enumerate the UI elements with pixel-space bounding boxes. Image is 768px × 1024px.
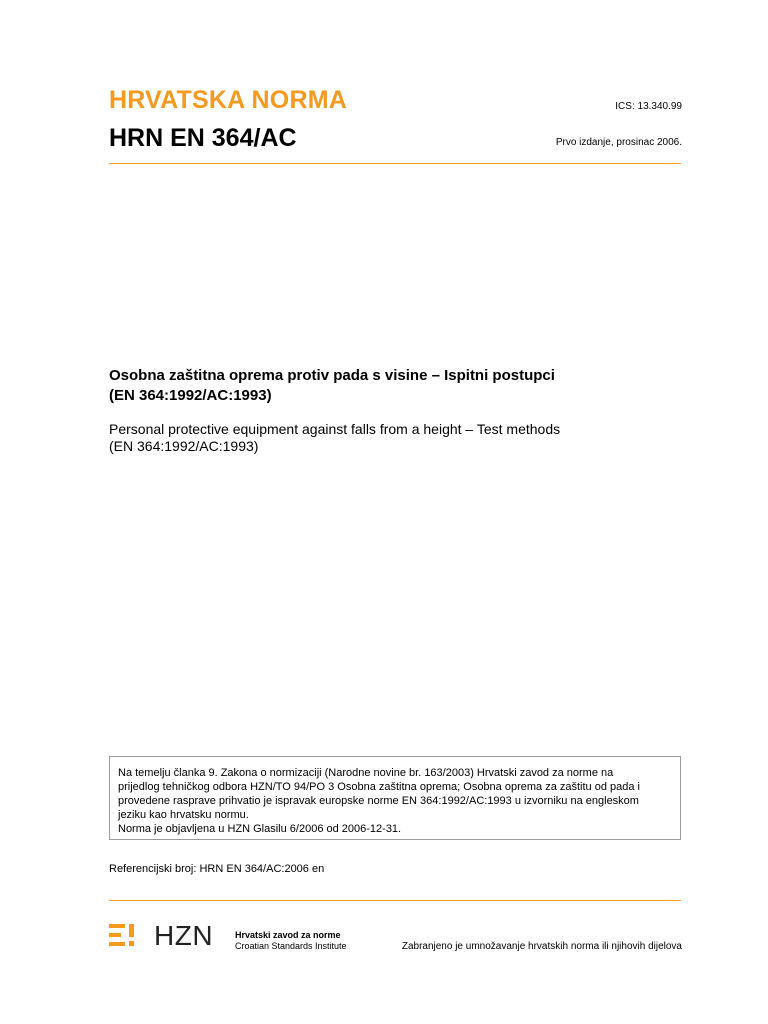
top-divider — [109, 163, 681, 164]
title-croatian-line1: Osobna zaštitna oprema protiv pada s visine – Ispitni postupci — [109, 367, 555, 384]
notice-line: Na temelju članka 9. Zakona o normizaciji (Narodne novine br. 163/2003) Hrvatski zavod za norme na — [118, 767, 614, 779]
ics-code: ICS: 13.340.99 — [615, 101, 682, 112]
institute-name-en: Croatian Standards Institute — [235, 941, 347, 951]
title-english — [109, 421, 560, 455]
standard-code: HRN EN 364/AC — [109, 124, 297, 152]
copyright-notice: Zabranjeno je umnožavanje hrvatskih norma ili njihovih dijelova — [401, 941, 682, 952]
notice-line: Norma je objavljena u HZN Glasilu 6/2006 od 2006-12-31. — [118, 823, 402, 835]
brand-title: HRVATSKA NORMA — [109, 86, 347, 114]
hzn-logo-icon — [109, 924, 135, 946]
title-english-line1: Personal protective equipment against falls from a height – Test methods — [109, 421, 561, 437]
title-croatian — [109, 366, 555, 406]
notice-line: prijedlog tehničkog odbora HZN/TO 94/PO 3 Osobna zaštitna oprema; Osobna oprema za zaštitu od pada i — [118, 781, 640, 793]
bottom-divider — [109, 900, 681, 901]
title-croatian-line2: (EN 364:1992/AC:1993) — [109, 387, 272, 404]
notice-box — [109, 756, 681, 840]
notice-line: jeziku kao hrvatsku normu. — [118, 809, 249, 821]
title-english-line2: (EN 364:1992/AC:1993) — [109, 438, 259, 454]
notice-line: provedene rasprave prihvatio je ispravak europske norme EN 364:1992/AC:1993 u izvorniku na engleskom — [118, 795, 639, 807]
institute-name-hr: Hrvatski zavod za norme — [235, 930, 341, 940]
edition-info: Prvo izdanje, prosinac 2006. — [555, 137, 682, 148]
reference-number: Referencijski broj: HRN EN 364/AC:2006 en — [109, 863, 325, 875]
hzn-logo-text: HZN — [154, 920, 214, 951]
